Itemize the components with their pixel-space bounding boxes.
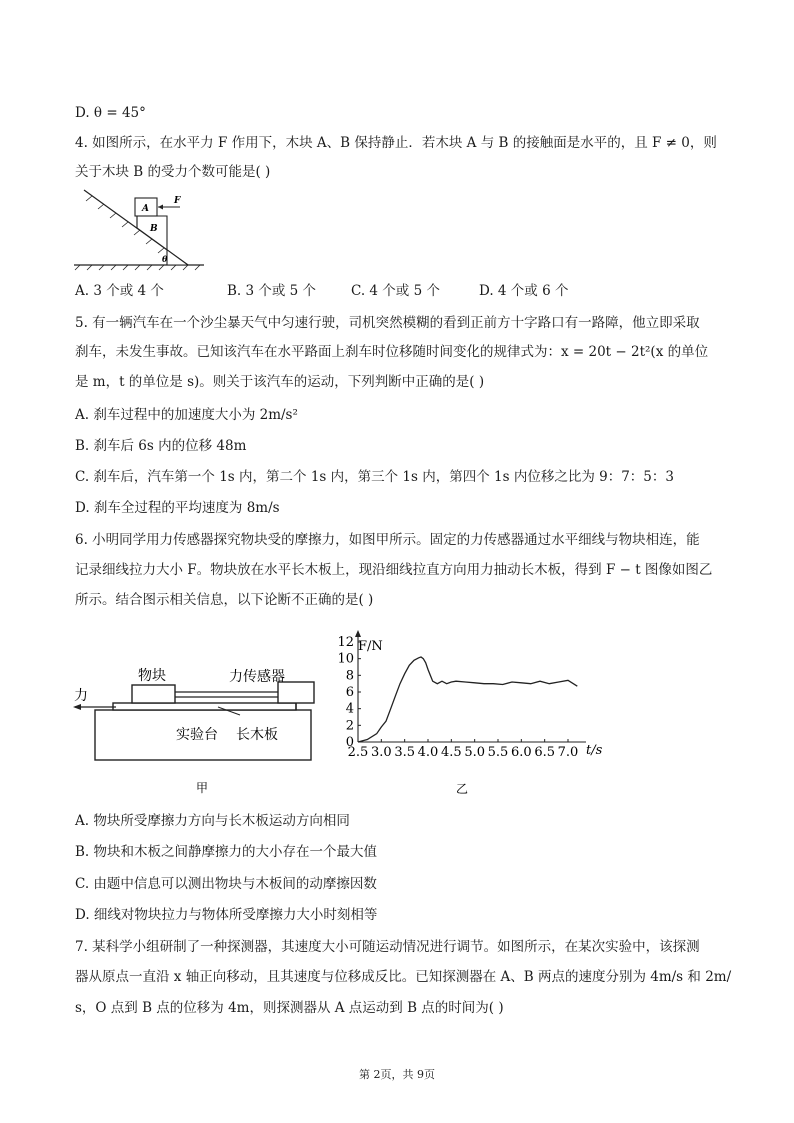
q6-option-c[interactable]: C. 由题中信息可以测出物块与木板间的动摩擦因数	[75, 876, 377, 892]
q6-figure-yi-chart	[334, 630, 624, 802]
block-label: 物块	[138, 668, 166, 684]
x-tick-label: 2.5	[347, 745, 369, 760]
y-tick-label: 8	[345, 668, 354, 684]
y-tick-label: 12	[337, 635, 354, 650]
q5-option-d[interactable]: D. 刹车全过程的平均速度为 8m/s	[75, 500, 280, 516]
pull-force-label: 力	[74, 688, 88, 704]
q4-figure	[70, 188, 210, 274]
x-tick-label: 3.0	[370, 745, 392, 760]
y-tick-label: 0	[345, 735, 354, 750]
q4-stem-line1: 4. 如图所示，在水平力 F 作用下，木块 A、B 保持静止．若木块 A 与 B 的接触面是水平的，且 F ≠ 0，则	[75, 135, 717, 151]
q5-stem-line1: 5. 有一辆汽车在一个沙尘暴天气中匀速行驶，司机突然模糊的看到正前方十字路口有一路障，他立即采取	[75, 315, 700, 331]
q6-option-b[interactable]: B. 物块和木板之间静摩擦力的大小存在一个最大值	[75, 844, 378, 860]
q6-stem-line2: 记录细线拉力大小 F。物块放在水平长木板上，现沿细线拉直方向用力抽动长木板，得到 F − t 图像如图乙	[75, 562, 713, 578]
q6-figure-jia	[68, 660, 324, 802]
q6-option-d[interactable]: D. 细线对物块拉力与物体所受摩擦力大小时刻相等	[75, 907, 378, 923]
table-label: 实验台	[176, 727, 218, 743]
q7-stem-line3: s，O 点到 B 点的位移为 4m，则探测器从 A 点运动到 B 点的时间为( )	[75, 1000, 504, 1016]
y-tick-label: 2	[345, 718, 354, 734]
x-tick-label: 4.5	[440, 745, 462, 760]
q4-stem-line2: 关于木块 B 的受力个数可能是( )	[75, 164, 271, 180]
x-tick-label: 4.0	[417, 745, 439, 760]
x-tick-label: 3.5	[394, 745, 416, 760]
page-footer: 第 2页，共 9页	[359, 1068, 435, 1081]
q5-stem-line3: 是 m，t 的单位是 s)。则关于该汽车的运动，下列判断中正确的是( )	[75, 374, 485, 390]
y-axis-label: F/N	[358, 639, 383, 654]
q5-option-a[interactable]: A. 刹车过程中的加速度大小为 2m/s²	[75, 407, 298, 423]
q4-option-c[interactable]: C. 4 个或 5 个	[351, 283, 440, 299]
sensor-label: 力传感器	[229, 669, 285, 685]
q4-option-d[interactable]: D. 4 个或 6 个	[479, 283, 569, 299]
q4-option-a[interactable]: A. 3 个或 4 个	[75, 283, 164, 299]
q5-option-c[interactable]: C. 刹车后，汽车第一个 1s 内，第二个 1s 内，第三个 1s 内，第四个 1s 内位移之比为 9：7：5：3	[75, 469, 674, 485]
board-label: 长木板	[236, 727, 278, 743]
x-axis-label: t/s	[586, 743, 603, 758]
q5-stem-line2: 刹车，未发生事故。已知该汽车在水平路面上刹车时位移随时间变化的规律式为：x = 20t − 2t²(x 的单位	[75, 344, 709, 360]
x-tick-label: 7.0	[557, 745, 579, 760]
figure-jia-caption: 甲	[195, 781, 209, 795]
block-a-label: A	[142, 204, 149, 214]
force-f-label: F	[174, 196, 181, 206]
x-tick-label: 5.0	[464, 745, 486, 760]
q4-option-b[interactable]: B. 3 个或 5 个	[227, 283, 317, 299]
q6-stem-line1: 6. 小明同学用力传感器探究物块受的摩擦力，如图甲所示。固定的力传感器通过水平细线与物块相连，能	[75, 532, 700, 548]
force-time-curve	[358, 657, 577, 742]
q5-option-b[interactable]: B. 刹车后 6s 内的位移 48m	[75, 438, 247, 454]
q7-stem-line1: 7. 某科学小组研制了一种探测器，其速度大小可随运动情况进行调节。如图所示，在某次实验中，该探测	[75, 939, 700, 955]
x-tick-label: 5.5	[487, 745, 509, 760]
angle-theta-label: θ	[162, 254, 168, 264]
x-tick-label: 6.0	[510, 745, 532, 760]
y-tick-label: 10	[337, 651, 354, 667]
block-b-label: B	[150, 224, 158, 234]
q7-stem-line2: 器从原点一直沿 x 轴正向移动，且其速度与位移成反比。已知探测器在 A、B 两点的速度分别为 4m/s 和 2m/	[75, 969, 732, 985]
q6-option-a[interactable]: A. 物块所受摩擦力方向与长木板运动方向相同	[75, 813, 350, 829]
figure-yi-caption: 乙	[455, 782, 469, 796]
x-tick-label: 6.5	[534, 745, 556, 760]
y-tick-label: 6	[345, 685, 354, 700]
y-tick-label: 4	[345, 701, 354, 717]
q6-stem-line3: 所示。结合图示相关信息，以下论断不正确的是( )	[75, 592, 374, 608]
q3-option-d: D. θ = 45°	[75, 105, 146, 121]
y-axis-arrow	[355, 630, 361, 637]
